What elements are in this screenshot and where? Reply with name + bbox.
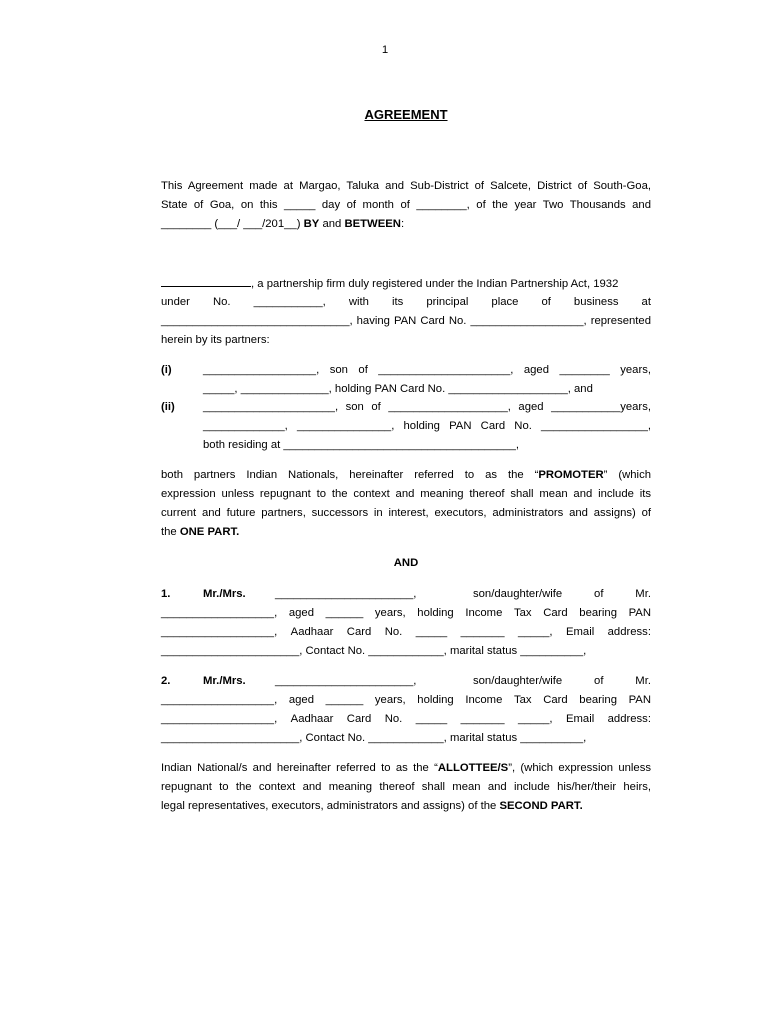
allottee-2 bbox=[161, 672, 651, 748]
word: Card bbox=[543, 694, 568, 706]
word: bearing bbox=[579, 607, 617, 619]
promoter-line-1-text: , a partnership firm duly registered under the Indian Partnership Act, 1932 bbox=[251, 278, 619, 290]
word: _______ bbox=[460, 626, 505, 638]
word: holding bbox=[417, 694, 454, 706]
word: Income bbox=[465, 694, 503, 706]
intro-line-1: This Agreement made at Margao, Taluka and Sub-District of Salcete, District of South-Goa, bbox=[161, 180, 651, 192]
partner-label-i: (i) bbox=[161, 364, 172, 376]
word: Card bbox=[346, 626, 372, 638]
promoter-line-3: ______________________________, having PAN Card No. __________________, represented bbox=[161, 315, 651, 327]
by-word: BY bbox=[303, 218, 320, 230]
word: address: bbox=[607, 626, 651, 638]
allottee-2-line-4: ______________________, Contact No. ____________, marital status __________, bbox=[161, 732, 587, 744]
word: _____ bbox=[415, 713, 448, 725]
allottee-name-blank: ______________________, bbox=[275, 675, 417, 687]
word: address: bbox=[607, 713, 651, 725]
promoter-word: PROMOTER bbox=[538, 469, 604, 481]
word: PAN bbox=[628, 694, 651, 706]
word: No. bbox=[384, 713, 403, 725]
word: under bbox=[161, 296, 190, 308]
allottee-relation bbox=[473, 585, 651, 604]
word: Card bbox=[543, 607, 568, 619]
one-part-word: ONE PART. bbox=[179, 526, 240, 538]
word: years, bbox=[374, 694, 406, 706]
word: __________________, bbox=[161, 626, 278, 638]
word: Email bbox=[565, 713, 595, 725]
word: _____, bbox=[517, 626, 553, 638]
intro-paragraph bbox=[161, 177, 651, 234]
word: aged bbox=[288, 694, 314, 706]
allottee-1-line-4: ______________________, Contact No. ____________, marital status __________, bbox=[161, 645, 587, 657]
promoter-line-1 bbox=[161, 274, 651, 293]
word: son/daughter/wife bbox=[473, 675, 563, 687]
word: Mr. bbox=[635, 588, 651, 600]
document-title: AGREEMENT bbox=[364, 107, 448, 122]
allottee-desc-line-3 bbox=[161, 797, 651, 816]
and-heading: AND bbox=[393, 557, 419, 569]
partner-ii-line-2: _____________, _______________, holding PAN Card No. _________________, bbox=[203, 420, 651, 432]
partner-i bbox=[203, 361, 651, 399]
allottee-name-blank: ______________________, bbox=[275, 588, 417, 600]
word: Mr. bbox=[635, 675, 651, 687]
word: _____, bbox=[517, 713, 553, 725]
firm-name-blank[interactable] bbox=[161, 274, 251, 287]
and-word: and bbox=[322, 218, 342, 230]
second-part-word: SECOND PART. bbox=[499, 800, 583, 812]
word: Card bbox=[346, 713, 372, 725]
promoter-description bbox=[161, 466, 651, 542]
allottee-1-line-3 bbox=[161, 623, 651, 642]
registration-blank: ___________, bbox=[253, 296, 326, 308]
word: principal bbox=[426, 296, 469, 308]
partner-ii-line-3: both residing at _____________________________________, bbox=[203, 439, 519, 451]
text: ” (which bbox=[603, 469, 651, 481]
word: __________________, bbox=[161, 607, 278, 619]
word: with bbox=[348, 296, 369, 308]
word: No. bbox=[212, 296, 231, 308]
word: its bbox=[391, 296, 404, 308]
word: ______ bbox=[325, 607, 364, 619]
word: Income bbox=[465, 607, 503, 619]
word: of bbox=[541, 296, 551, 308]
word: __________________, bbox=[161, 694, 278, 706]
allottee-2-line-1 bbox=[161, 672, 651, 691]
word: son/daughter/wife bbox=[473, 588, 563, 600]
word: at bbox=[641, 296, 651, 308]
partner-ii-line-1: _____________________, son of ___________________, aged ___________years, bbox=[203, 401, 651, 413]
intro-line-3 bbox=[161, 215, 651, 234]
text: Indian National/s and hereinafter referred to as the “ bbox=[161, 762, 438, 774]
allottee-title: Mr./Mrs. bbox=[203, 675, 246, 687]
word: business bbox=[573, 296, 619, 308]
word: _______ bbox=[460, 713, 505, 725]
promoter-desc-line-1 bbox=[161, 466, 651, 485]
promoter-paragraph bbox=[161, 274, 651, 350]
word: aged bbox=[288, 607, 314, 619]
date-blank: ________ (___/ ___/201__) bbox=[161, 218, 301, 230]
word: Email bbox=[565, 626, 595, 638]
colon: : bbox=[400, 218, 405, 230]
word: of bbox=[594, 675, 604, 687]
word: bearing bbox=[579, 694, 617, 706]
intro-line-2: State of Goa, on this _____ day of month of ________, of the year Two Thousands and bbox=[161, 199, 651, 211]
allottee-number: 1. bbox=[161, 588, 171, 600]
word: No. bbox=[384, 626, 403, 638]
allottee-desc-line-1 bbox=[161, 759, 651, 778]
allottee-1-line-1 bbox=[161, 585, 651, 604]
allottee-2-line-2 bbox=[161, 691, 651, 710]
allottee-1 bbox=[161, 585, 651, 661]
allottee-word: ALLOTTEE/S bbox=[437, 762, 509, 774]
text: legal representatives, executors, administrators and assigns) of the bbox=[161, 800, 500, 812]
word: __________________, bbox=[161, 713, 278, 725]
word: years, bbox=[374, 607, 406, 619]
text: the bbox=[161, 526, 180, 538]
word: place bbox=[491, 296, 519, 308]
word: ______ bbox=[325, 694, 364, 706]
allottee-1-line-2 bbox=[161, 604, 651, 623]
promoter-line-2 bbox=[161, 293, 651, 312]
promoter-desc-line-2: expression unless repugnant to the context and meaning thereof shall mean and include its bbox=[161, 488, 651, 500]
partner-i-line-2: _____, ______________, holding PAN Card No. ___________________, and bbox=[203, 383, 593, 395]
page-number: 1 bbox=[381, 44, 389, 56]
promoter-desc-line-4 bbox=[161, 523, 651, 542]
partner-i-line-1: __________________, son of _____________________, aged ________ years, bbox=[203, 364, 651, 376]
promoter-desc-line-3: current and future partners, successors in interest, executors, administrators and assigns) of bbox=[161, 507, 651, 519]
allottee-number: 2. bbox=[161, 675, 171, 687]
word: Aadhaar bbox=[290, 626, 334, 638]
promoter-line-4: herein by its partners: bbox=[161, 334, 270, 346]
between-word: BETWEEN bbox=[344, 218, 401, 230]
allottee-relation bbox=[473, 672, 651, 691]
text: both partners Indian Nationals, hereinafter referred to as the “ bbox=[161, 469, 539, 481]
word: Tax bbox=[513, 607, 532, 619]
partner-label-ii: (ii) bbox=[161, 401, 175, 413]
allottee-2-line-3 bbox=[161, 710, 651, 729]
partner-ii bbox=[203, 398, 651, 455]
word: Tax bbox=[513, 694, 532, 706]
word: _____ bbox=[415, 626, 448, 638]
word: PAN bbox=[628, 607, 651, 619]
allottee-desc-line-2: repugnant to the context and meaning thereof shall mean and include his/her/their heirs, bbox=[161, 781, 651, 793]
word: of bbox=[594, 588, 604, 600]
allottee-title: Mr./Mrs. bbox=[203, 588, 246, 600]
word: holding bbox=[417, 607, 454, 619]
allottee-description bbox=[161, 759, 651, 816]
word: Aadhaar bbox=[290, 713, 334, 725]
text: ”, (which expression unless bbox=[508, 762, 652, 774]
